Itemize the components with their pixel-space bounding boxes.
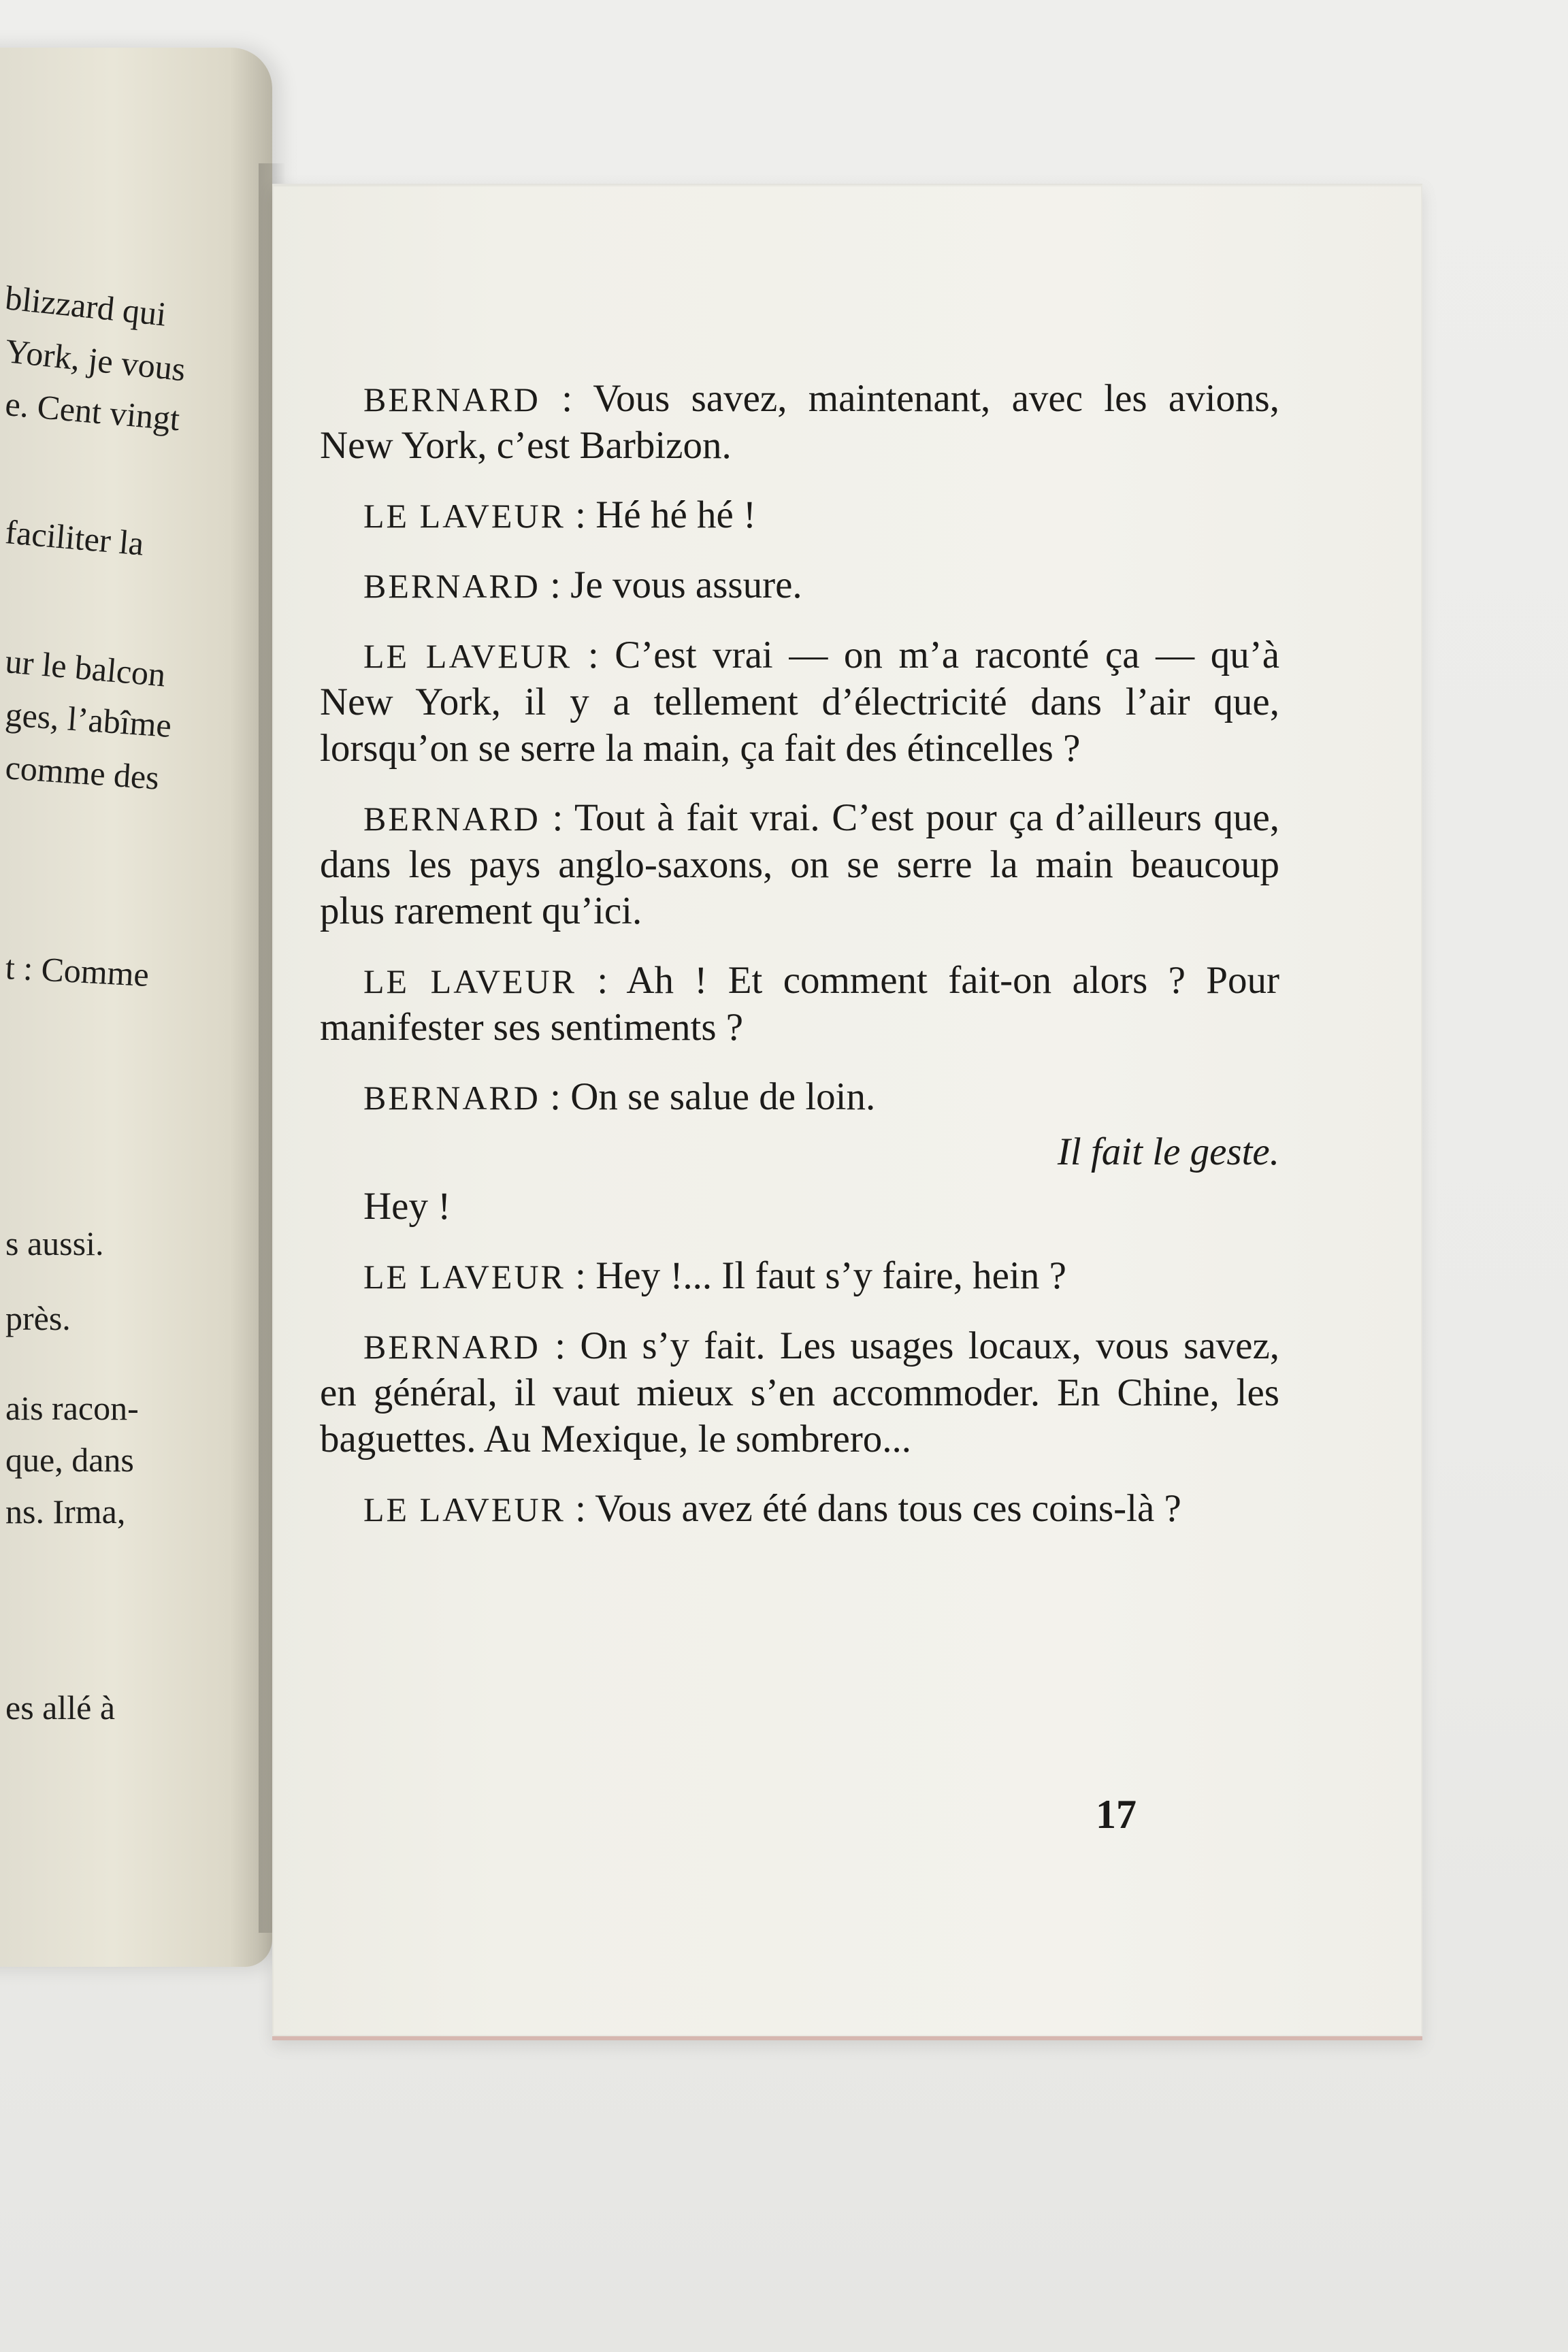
- dialogue-line: [320, 562, 1279, 609]
- left-page-line: York, je vous: [3, 331, 188, 389]
- speaker-name: LE LAVEUR: [363, 637, 572, 675]
- dialogue-text: : Tout à fait vrai. C’est pour ça d’ailleurs que, dans les pays anglo-saxons, on se serre la main beaucoup plus rarement qu’ici.: [320, 796, 1279, 932]
- dialogue-line: [320, 632, 1279, 772]
- dialogue-line: [320, 1323, 1279, 1463]
- dialogue-line: [320, 958, 1279, 1051]
- dialogue-text: [320, 376, 1279, 1556]
- dialogue-text: : C’est vrai — on m’a raconté ça — qu’à New York, il y a tellement d’électricité dans l’air que, lorsqu’on se serre la main, ça fait des étincelles ?: [320, 634, 1279, 770]
- exclamation-line: Hey !: [363, 1185, 451, 1228]
- left-page: [0, 48, 272, 1967]
- left-page-line: ur le balcon: [3, 642, 167, 694]
- left-page-line: t : Comme: [4, 948, 150, 994]
- left-page-line: faciliter la: [3, 512, 146, 563]
- speaker-name: LE LAVEUR: [363, 1258, 566, 1296]
- speaker-name: BERNARD: [363, 1079, 540, 1117]
- dialogue-line: [320, 376, 1279, 469]
- left-page-line: comme des: [4, 748, 161, 797]
- dialogue-text: : Je vous assure.: [540, 564, 802, 606]
- dialogue-line: [320, 1074, 1279, 1121]
- dialogue-line: [320, 1253, 1279, 1300]
- stage-direction: Il fait le geste.: [1057, 1130, 1279, 1173]
- speaker-name: LE LAVEUR: [363, 1490, 566, 1529]
- left-page-line: que, dans: [5, 1441, 134, 1479]
- dialogue-text: : Vous savez, maintenant, avec les avions, New York, c’est Barbizon.: [320, 377, 1279, 467]
- dialogue-line: [320, 795, 1279, 934]
- speaker-name: LE LAVEUR: [363, 497, 566, 535]
- dialogue-text: : On s’y fait. Les usages locaux, vous savez, en général, il vaut mieux s’en accommoder. En Chine, les baguettes. Au Mexique, le sombrero...: [320, 1324, 1279, 1460]
- left-page-line: ns. Irma,: [5, 1492, 126, 1531]
- speaker-name: BERNARD: [363, 1328, 540, 1366]
- left-page-line: e. Cent vingt: [3, 385, 182, 438]
- left-page-line: s aussi.: [5, 1224, 104, 1262]
- dialogue-text: : On se salue de loin.: [540, 1075, 876, 1118]
- left-page-line: es allé à: [5, 1688, 116, 1727]
- dialogue-line: [320, 492, 1279, 539]
- dialogue-text: : Hé hé hé !: [565, 493, 757, 536]
- page-number: 17: [1096, 1792, 1137, 1837]
- right-page: [272, 184, 1422, 2040]
- left-page-line: ges, l’abîme: [4, 695, 173, 745]
- speaker-name: BERNARD: [363, 380, 540, 419]
- dialogue-line: [320, 1486, 1279, 1533]
- speaker-name: BERNARD: [363, 567, 540, 605]
- left-page-line: blizzard qui: [3, 278, 169, 333]
- left-page-line: ais racon-: [5, 1389, 139, 1427]
- speaker-name: LE LAVEUR: [363, 962, 576, 1000]
- dialogue-text: : Hey !... Il faut s’y faire, hein ?: [565, 1254, 1066, 1297]
- dialogue-text: : Ah ! Et comment fait-on alors ? Pour manifester ses sentiments ?: [320, 959, 1279, 1049]
- speaker-name: BERNARD: [363, 800, 540, 838]
- dialogue-text: : Vous avez été dans tous ces coins-là ?: [565, 1487, 1181, 1530]
- left-page-line: près.: [5, 1299, 71, 1337]
